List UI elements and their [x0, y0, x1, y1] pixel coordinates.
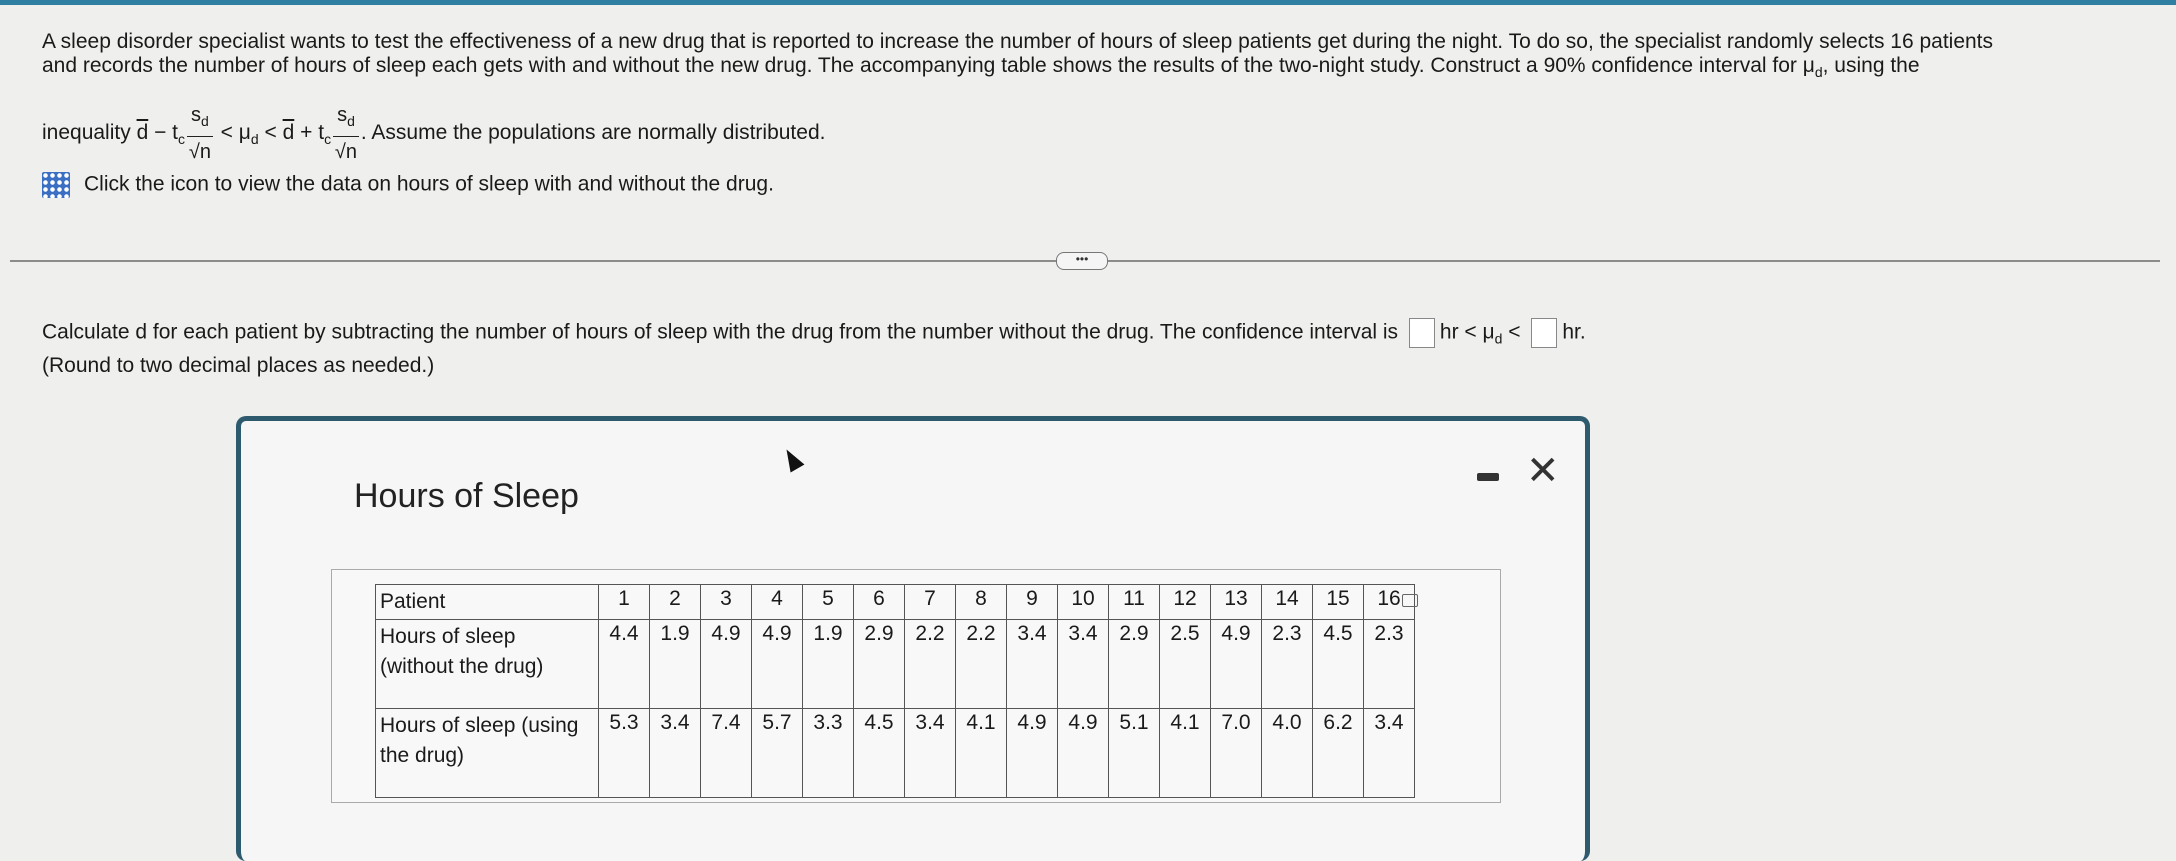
- hr-lt-mu: hr < μ: [1439, 320, 1495, 344]
- table-cell: 2.2: [905, 620, 956, 709]
- patient-number: 3: [701, 585, 752, 620]
- table-cell: 4.9: [752, 620, 803, 709]
- question-text-end: , using the: [1822, 54, 1920, 77]
- copy-table-icon[interactable]: [1402, 594, 1418, 607]
- subscript: d: [1814, 64, 1823, 81]
- table-cell: 7.0: [1211, 709, 1262, 798]
- sleep-data-table: [375, 584, 1415, 798]
- table-cell: 1.9: [650, 620, 701, 709]
- table-cell: 3.4: [1364, 709, 1415, 798]
- patient-number: 13: [1211, 585, 1262, 620]
- row-label: Hours of sleep (using the drug): [376, 709, 599, 798]
- data-link-text[interactable]: Click the icon to view the data on hours of sleep with and without the drug.: [84, 172, 774, 196]
- table-cell: 2.3: [1262, 620, 1313, 709]
- table-cell: 2.9: [854, 620, 905, 709]
- patient-number: 4: [752, 585, 803, 620]
- close-button[interactable]: ✕: [1526, 449, 1560, 493]
- table-cell: 4.4: [599, 620, 650, 709]
- header-label: Patient: [376, 585, 599, 620]
- table-cell: 4.1: [1160, 709, 1211, 798]
- table-cell: 6.2: [1313, 709, 1364, 798]
- table-row: [376, 620, 1415, 709]
- patient-number: 1: [599, 585, 650, 620]
- table-cell: 1.9: [803, 620, 854, 709]
- patient-number: 14: [1262, 585, 1313, 620]
- patient-number: 9: [1007, 585, 1058, 620]
- fraction: $\frac{s_d}{√n}$: [333, 100, 359, 167]
- table-cell: 3.4: [650, 709, 701, 798]
- minimize-button[interactable]: [1477, 473, 1499, 481]
- table-cell: 4.1: [956, 709, 1007, 798]
- table-cell: 3.4: [905, 709, 956, 798]
- patient-number: 6: [854, 585, 905, 620]
- table-cell: 5.1: [1109, 709, 1160, 798]
- patient-number: 5: [803, 585, 854, 620]
- table-cell: 2.9: [1109, 620, 1160, 709]
- table-cell: 3.4: [1007, 620, 1058, 709]
- table-cell: 4.9: [1211, 620, 1262, 709]
- row-label: Hours of sleep (without the drug): [376, 620, 599, 709]
- question-line-2: [42, 54, 1920, 84]
- inequality-label: inequality: [42, 121, 137, 145]
- round-note: (Round to two decimal places as needed.): [42, 354, 435, 377]
- subscript: d: [1494, 330, 1503, 347]
- table-cell: 4.5: [1313, 620, 1364, 709]
- fraction: $\frac{s_d}{√n}$: [187, 100, 213, 167]
- table-cell: 5.7: [752, 709, 803, 798]
- instruction-line: [42, 318, 1586, 351]
- table-row: [376, 709, 1415, 798]
- patient-number: 7: [905, 585, 956, 620]
- data-link-row[interactable]: [42, 172, 774, 198]
- patient-number: 2: [650, 585, 701, 620]
- hr-unit: hr.: [1562, 320, 1586, 344]
- upper-bound-input[interactable]: [1531, 318, 1557, 348]
- lt: <: [1502, 320, 1521, 344]
- table-cell: 2.3: [1364, 620, 1415, 709]
- question-text: and records the number of hours of sleep each gets with and without the new drug. The accompanying table shows the results of the two-night study. Construct a 90% confidence interval for μ: [42, 54, 1815, 77]
- instruction-text: Calculate d for each patient by subtracting the number of hours of sleep with the drug from the number without the drug. The confidence interval is: [42, 320, 1399, 344]
- patient-number: 12: [1160, 585, 1211, 620]
- table-container: [331, 569, 1501, 803]
- patient-number: 16: [1364, 585, 1415, 620]
- patient-number: 8: [956, 585, 1007, 620]
- table-cell: 3.4: [1058, 620, 1109, 709]
- inequality-suffix: . Assume the populations are normally distributed.: [360, 121, 826, 145]
- table-cell: 4.9: [1007, 709, 1058, 798]
- table-cell: 4.9: [701, 620, 752, 709]
- table-cell: 5.3: [599, 709, 650, 798]
- top-bar: [0, 0, 2176, 5]
- table-cell: 3.3: [803, 709, 854, 798]
- table-cell: 7.4: [701, 709, 752, 798]
- inequality-line: inequality $\overline{d} - t_c$ $\frac{s_d}{√n}$ < $\mu_d < \overline{d} + t_c$ $\frac{s_d}{√n}$ . Assume the populations are normally distributed.: [42, 100, 825, 167]
- table-cell: 4.0: [1262, 709, 1313, 798]
- more-button[interactable]: •••: [1056, 252, 1108, 270]
- table-grid-icon[interactable]: [42, 172, 70, 198]
- table-cell: 2.2: [956, 620, 1007, 709]
- table-cell: 4.9: [1058, 709, 1109, 798]
- patient-number: 10: [1058, 585, 1109, 620]
- table-header-row: [376, 585, 1415, 620]
- hours-of-sleep-dialog: [236, 416, 1590, 861]
- table-cell: 4.5: [854, 709, 905, 798]
- question-line-1: A sleep disorder specialist wants to test the effectiveness of a new drug that is reported to increase the number of hours of sleep patients get during the night. To do so, the specialist randomly selects 16 patients: [42, 30, 1994, 53]
- lower-bound-input[interactable]: [1409, 318, 1435, 348]
- dialog-title: Hours of Sleep: [354, 477, 579, 515]
- patient-number: 15: [1313, 585, 1364, 620]
- table-cell: 2.5: [1160, 620, 1211, 709]
- patient-number: 11: [1109, 585, 1160, 620]
